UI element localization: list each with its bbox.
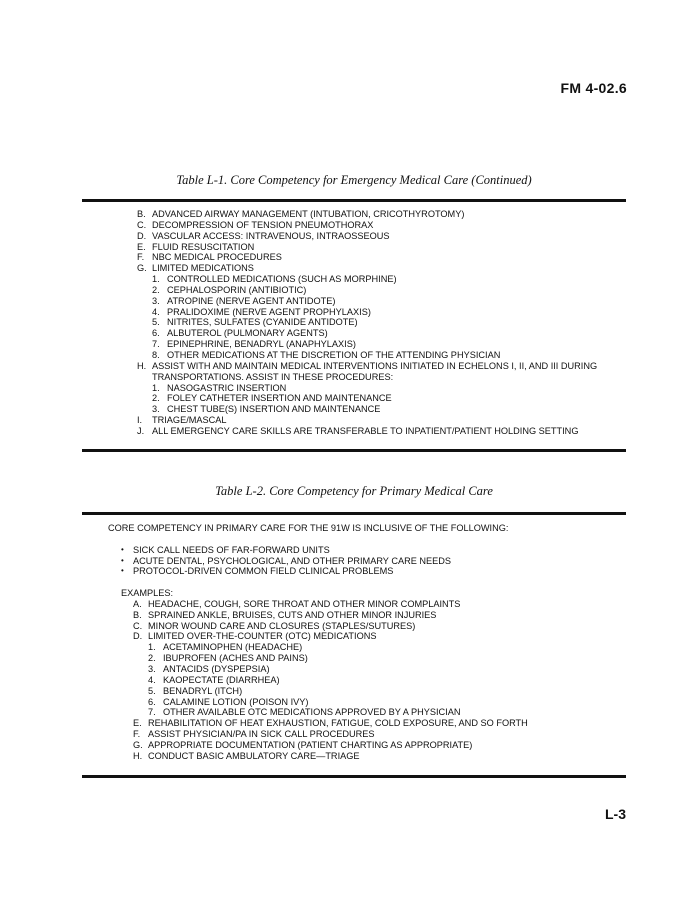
list-item <box>133 729 528 740</box>
list-item <box>137 209 597 220</box>
list-item <box>133 631 528 642</box>
item-number: 2. <box>148 653 156 664</box>
item-number: 6. <box>148 696 156 707</box>
item-text: NITRITES, SULFATES (CYANIDE ANTIDOTE) <box>167 317 358 328</box>
item-letter: H. <box>137 360 147 371</box>
item-text: CONDUCT BASIC AMBULATORY CARE—TRIAGE <box>148 750 360 761</box>
bullet-icon: • <box>121 566 124 576</box>
bullet-item <box>121 545 528 556</box>
item-number: 6. <box>152 328 160 339</box>
item-text: IBUPROFEN (ACHES AND PAINS) <box>163 653 308 664</box>
sub-item <box>133 675 528 686</box>
bullet-item <box>121 556 528 567</box>
bullet-text: ACUTE DENTAL, PSYCHOLOGICAL, AND OTHER PRIMARY CARE NEEDS <box>133 555 452 566</box>
item-letter: E. <box>137 241 146 252</box>
item-text: SPRAINED ANKLE, BRUISES, CUTS AND OTHER MINOR INJURIES <box>148 609 437 620</box>
item-letter: I. <box>137 415 143 426</box>
item-number: 2. <box>152 393 160 404</box>
item-text: FOLEY CATHETER INSERTION AND MAINTENANCE <box>167 393 392 404</box>
item-number: 7. <box>152 339 160 350</box>
item-number: 3. <box>152 404 160 415</box>
item-number: 1. <box>152 382 160 393</box>
list-item <box>137 415 597 426</box>
sub-item <box>133 697 528 708</box>
item-text: APPROPRIATE DOCUMENTATION (PATIENT CHARTING AS APPROPRIATE) <box>148 739 473 750</box>
list-item <box>133 718 528 729</box>
item-text: NASOGASTRIC INSERTION <box>167 382 287 393</box>
item-text: KAOPECTATE (DIARRHEA) <box>163 674 280 685</box>
bullet-icon: • <box>121 555 124 565</box>
item-text: CEPHALOSPORIN (ANTIBIOTIC) <box>167 284 307 295</box>
item-text: LIMITED MEDICATIONS <box>152 263 254 274</box>
item-number: 5. <box>148 685 156 696</box>
list-item <box>133 740 528 751</box>
item-text: TRANSPORTATIONS. ASSIST IN THESE PROCEDURES: <box>152 371 394 382</box>
table-l2-bottom-rule <box>82 775 626 778</box>
item-text: NBC MEDICAL PROCEDURES <box>152 252 282 263</box>
item-letter: B. <box>137 209 146 219</box>
item-text: LIMITED OVER-THE-COUNTER (OTC) MEDICATIONS <box>148 631 377 642</box>
document-id: FM 4-02.6 <box>560 80 627 96</box>
examples-heading: EXAMPLES: <box>121 588 174 599</box>
item-text: ATROPINE (NERVE AGENT ANTIDOTE) <box>167 295 336 306</box>
list-item <box>137 231 597 242</box>
sub-item <box>133 686 528 697</box>
item-text: OTHER MEDICATIONS AT THE DISCRETION OF THE ATTENDING PHYSICIAN <box>167 349 501 360</box>
sub-item <box>137 383 597 394</box>
item-text: MINOR WOUND CARE AND CLOSURES (STAPLES/SUTURES) <box>148 620 416 631</box>
item-text: PRALIDOXIME (NERVE AGENT PROPHYLAXIS) <box>167 306 371 317</box>
list-item <box>137 242 597 253</box>
list-item <box>137 263 597 274</box>
item-number: 8. <box>152 349 160 360</box>
item-continuation <box>137 372 597 383</box>
item-text: ASSIST PHYSICIAN/PA IN SICK CALL PROCEDURES <box>148 729 375 740</box>
item-text: REHABILITATION OF HEAT EXHAUSTION, FATIGUE, COLD EXPOSURE, AND SO FORTH <box>148 718 528 729</box>
item-letter: E. <box>133 718 142 729</box>
list-item <box>133 599 528 610</box>
list-item <box>137 361 597 372</box>
list-item <box>133 751 528 762</box>
sub-item <box>137 317 597 328</box>
item-text: DECOMPRESSION OF TENSION PNEUMOTHORAX <box>152 219 374 230</box>
list-item <box>133 610 528 621</box>
item-letter: F. <box>133 729 141 740</box>
sub-item <box>137 339 597 350</box>
item-text: FLUID RESUSCITATION <box>152 241 255 252</box>
item-number: 4. <box>148 674 156 685</box>
table-l1-top-rule <box>82 199 626 202</box>
table-l2-body <box>108 523 528 762</box>
item-text: TRIAGE/MASCAL <box>152 415 227 426</box>
sub-item <box>133 653 528 664</box>
item-letter: C. <box>133 620 143 631</box>
item-number: 4. <box>152 306 160 317</box>
item-text: CONTROLLED MEDICATIONS (SUCH AS MORPHINE) <box>167 274 397 285</box>
sub-item <box>137 393 597 404</box>
item-letter: A. <box>133 598 142 609</box>
sub-item <box>137 307 597 318</box>
list-item <box>137 252 597 263</box>
table-l1-body <box>137 209 597 437</box>
table-l2-examples-list <box>108 599 528 762</box>
list-item <box>133 621 528 632</box>
sub-item <box>137 296 597 307</box>
table-l2-top-rule <box>82 512 626 515</box>
item-text: CHEST TUBE(S) INSERTION AND MAINTENANCE <box>167 404 381 415</box>
item-text: ADVANCED AIRWAY MANAGEMENT (INTUBATION, CRICOTHYROTOMY) <box>152 209 465 219</box>
sub-item <box>133 642 528 653</box>
item-letter: D. <box>133 631 143 642</box>
item-number: 1. <box>148 642 156 653</box>
bullet-icon: • <box>121 544 124 554</box>
sub-item <box>137 274 597 285</box>
bullet-item <box>121 566 528 577</box>
item-text: CALAMINE LOTION (POISON IVY) <box>163 696 309 707</box>
item-text: ALBUTEROL (PULMONARY AGENTS) <box>167 328 328 339</box>
table-l1-bottom-rule <box>82 449 626 452</box>
list-item <box>137 220 597 231</box>
sub-item <box>133 664 528 675</box>
item-text: OTHER AVAILABLE OTC MEDICATIONS APPROVED BY A PHYSICIAN <box>163 707 461 718</box>
item-letter: H. <box>133 750 143 761</box>
item-number: 5. <box>152 317 160 328</box>
item-number: 7. <box>148 707 156 718</box>
table-l1-caption: Table L-1. Core Competency for Emergency Medical Care (Continued) <box>176 173 532 187</box>
item-text: HEADACHE, COUGH, SORE THROAT AND OTHER MINOR COMPLAINTS <box>148 598 461 609</box>
item-text: ASSIST WITH AND MAINTAIN MEDICAL INTERVENTIONS INITIATED IN ECHELONS I, II, AND III DURING <box>152 360 598 371</box>
item-letter: D. <box>137 230 147 241</box>
bullet-text: SICK CALL NEEDS OF FAR-FORWARD UNITS <box>133 544 330 555</box>
item-letter: G. <box>133 739 143 750</box>
sub-item <box>137 285 597 296</box>
item-number: 3. <box>148 663 156 674</box>
item-letter: C. <box>137 219 147 230</box>
item-text: BENADRYL (ITCH) <box>163 685 243 696</box>
item-text: VASCULAR ACCESS: INTRAVENOUS, INTRAOSSEOUS <box>152 230 390 241</box>
item-letter: J. <box>137 425 145 436</box>
bullet-text: PROTOCOL-DRIVEN COMMON FIELD CLINICAL PROBLEMS <box>133 566 394 577</box>
item-letter: B. <box>133 609 142 620</box>
sub-item <box>137 328 597 339</box>
item-letter: G. <box>137 263 147 274</box>
sub-item <box>137 350 597 361</box>
item-text: ANTACIDS (DYSPEPSIA) <box>163 663 270 674</box>
item-number: 3. <box>152 295 160 306</box>
sub-item <box>137 404 597 415</box>
item-number: 1. <box>152 274 160 285</box>
item-letter: F. <box>137 252 145 263</box>
table-l2-caption: Table L-2. Core Competency for Primary Medical Care <box>215 484 493 498</box>
list-item <box>137 426 597 437</box>
item-text: ALL EMERGENCY CARE SKILLS ARE TRANSFERABLE TO INPATIENT/PATIENT HOLDING SETTING <box>152 425 579 436</box>
table-l2-intro: CORE COMPETENCY IN PRIMARY CARE FOR THE 91W IS INCLUSIVE OF THE FOLLOWING: <box>108 523 509 533</box>
item-text: ACETAMINOPHEN (HEADACHE) <box>163 642 303 653</box>
item-number: 2. <box>152 284 160 295</box>
page-number: L-3 <box>605 806 626 822</box>
table-l2-bullet-list <box>108 545 528 578</box>
sub-item <box>133 707 528 718</box>
item-text: EPINEPHRINE, BENADRYL (ANAPHYLAXIS) <box>167 339 356 350</box>
